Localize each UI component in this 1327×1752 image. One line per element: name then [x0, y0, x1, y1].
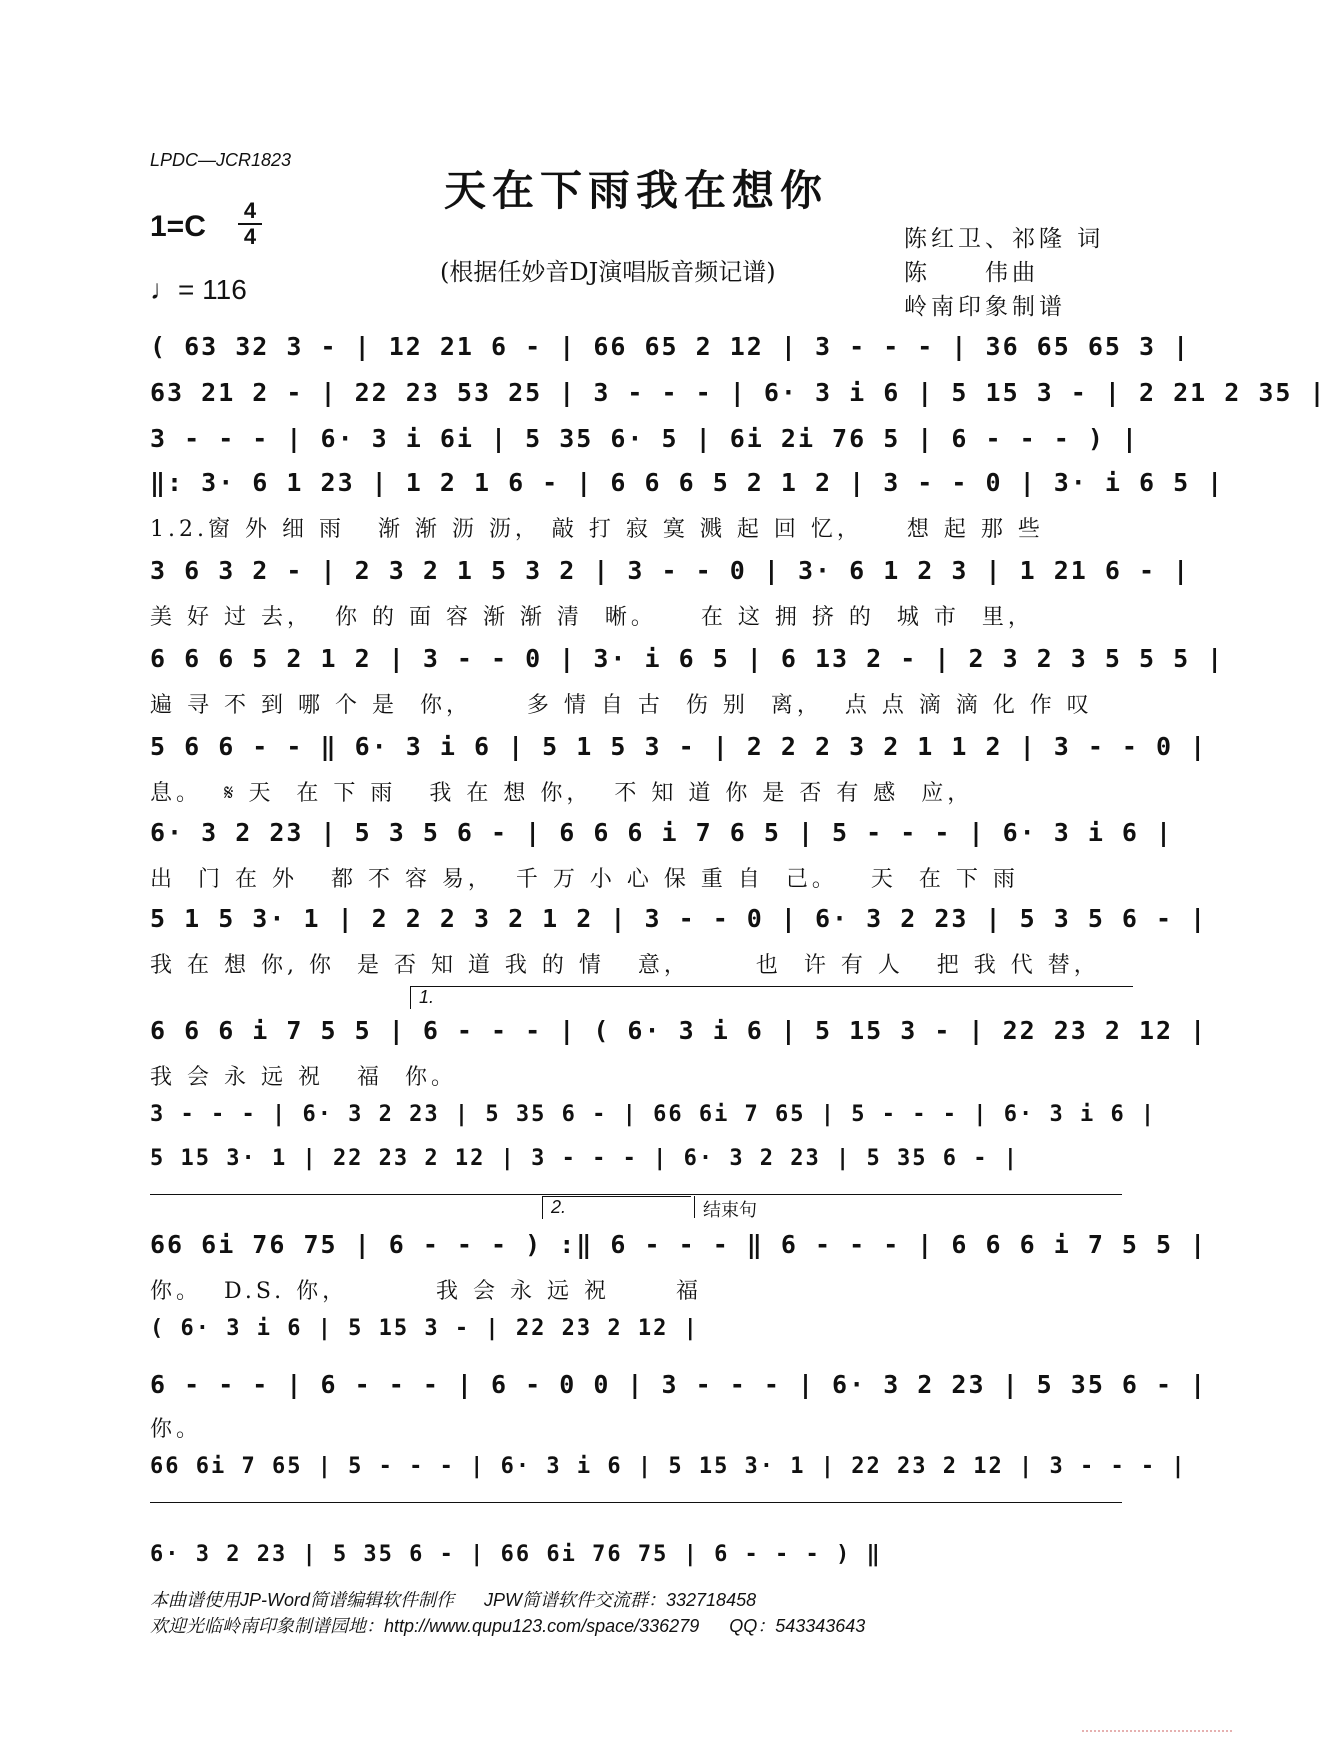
lyric-line: 你。: [150, 1417, 203, 1442]
score-row: 6 6 6 i 7 5 5 | 6 - - - | ( 6· 3 i 6 | 5 15 3 - | 22 23 2 12 |: [150, 1016, 1208, 1045]
watermark-dots: [1082, 1730, 1232, 1738]
coda-label: 结束句: [703, 1200, 757, 1220]
system-line: [150, 1502, 1122, 1503]
credit-arranger: 岭南印象制谱: [904, 294, 1066, 320]
score-row: 3 - - - | 6· 3 2 23 | 5 35 6 - | 66 6i 7 65 | 5 - - - | 6· 3 i 6 |: [150, 1102, 1157, 1127]
credit-lyricist: 陈红卫、祁隆 词: [904, 226, 1105, 252]
footer-line-1: 本曲谱使用JP-Word简谱编辑软件制作 JPW简谱软件交流群：332718458: [150, 1590, 757, 1610]
lyric-line: 出 门 在 外 都 不 容 易， 千 万 小 心 保 重 自 己。 天 在 下 雨: [150, 867, 1019, 892]
coda-section: [694, 1196, 823, 1218]
score-row: 5 15 3· 1 | 22 23 2 12 | 3 - - - | 6· 3 2 23 | 5 35 6 - |: [150, 1146, 1019, 1171]
score-row: 3 - - - | 6· 3 i 6i | 5 35 6· 5 | 6i 2i 76 5 | 6 - - - ) |: [150, 424, 1139, 453]
lyric-line: 我 会 永 远 祝 福 你。: [150, 1065, 457, 1090]
score-row: ( 6· 3 i 6 | 5 15 3 - | 22 23 2 12 |: [150, 1316, 699, 1341]
credit-composer: 陈 伟曲: [904, 260, 1039, 286]
score-row: 66 6i 76 75 | 6 - - - ) :‖ 6 - - - ‖ 6 - - - | 6 6 6 i 7 5 5 |: [150, 1230, 1208, 1259]
volta-bracket-2: [542, 1196, 691, 1219]
song-title: 天在下雨我在想你: [443, 166, 828, 215]
volta-1-label: 1.: [419, 987, 435, 1007]
lyric-line: 我 在 想 你, 你 是 否 知 道 我 的 情 意， 也 许 有 人 把 我 代 替，: [150, 953, 1100, 978]
catalog-id: LPDC—JCR1823: [150, 150, 292, 170]
footer-line-2: 欢迎光临岭南印象制谱园地：http://www.qupu123.com/space/336279 QQ：543343643: [150, 1616, 866, 1636]
subtitle: (根据任妙音DJ演唱版音频记谱): [440, 258, 776, 286]
volta-bracket-1: [410, 986, 1133, 1009]
score-row: 63 21 2 - | 22 23 53 25 | 3 - - - | 6· 3 i 6 | 5 15 3 - | 2 21 2 35 |: [150, 378, 1327, 407]
tempo-marking: ♩= 116: [150, 274, 247, 305]
score-row: 6 - - - | 6 - - - | 6 - 0 0 | 3 - - - | 6· 3 2 23 | 5 35 6 - |: [150, 1370, 1208, 1399]
key-signature: 1=C: [150, 210, 206, 243]
score-row: 6· 3 2 23 | 5 3 5 6 - | 6 6 6 i 7 6 5 | 5 - - - | 6· 3 i 6 |: [150, 818, 1174, 847]
lyric-line: 美 好 过 去， 你 的 面 容 渐 渐 清 晰。 在 这 拥 挤 的 城 市 里，: [150, 605, 1034, 630]
score-row: 66 6i 7 65 | 5 - - - | 6· 3 i 6 | 5 15 3· 1 | 22 23 2 12 | 3 - - - |: [150, 1454, 1187, 1479]
score-row: 6 6 6 5 2 1 2 | 3 - - 0 | 3· i 6 5 | 6 13 2 - | 2 3 2 3 5 5 5 |: [150, 644, 1225, 673]
lyric-line: 遍 寻 不 到 哪 个 是 你， 多 情 自 古 伤 别 离， 点 点 滴 滴 化 作 叹: [150, 693, 1093, 718]
score-row: 5 6 6 - - ‖ 6· 3 i 6 | 5 1 5 3 - | 2 2 2 3 2 1 1 2 | 3 - - 0 |: [150, 732, 1208, 761]
score-row: 3 6 3 2 - | 2 3 2 1 5 3 2 | 3 - - 0 | 3· 6 1 2 3 | 1 21 6 - |: [150, 556, 1191, 585]
volta-continuation-line: [150, 1194, 1122, 1195]
volta-2-label: 2.: [551, 1197, 567, 1217]
time-signature: [238, 200, 262, 248]
meter-bottom: 4: [243, 224, 257, 249]
lyric-line: 息。 𝄋 天 在 下 雨 我 在 想 你， 不 知 道 你 是 否 有 感 应，: [150, 781, 974, 806]
score-row: ‖: 3· 6 1 23 | 1 2 1 6 - | 6 6 6 5 2 1 2 | 3 - - 0 | 3· i 6 5 |: [150, 468, 1225, 497]
score-row: ( 63 32 3 - | 12 21 6 - | 66 65 2 12 | 3 - - - | 36 65 65 3 |: [150, 332, 1191, 361]
lyric-line: 1.2.窗 外 细 雨 渐 渐 沥 沥， 敲 打 寂 寞 溅 起 回 忆， 想 起 那 些: [150, 517, 1044, 542]
score-row: 5 1 5 3· 1 | 2 2 2 3 2 1 2 | 3 - - 0 | 6· 3 2 23 | 5 3 5 6 - |: [150, 904, 1208, 933]
meter-top: 4: [243, 198, 257, 223]
score-row: 6· 3 2 23 | 5 35 6 - | 66 6i 76 75 | 6 - - - ) ‖: [150, 1542, 882, 1567]
lyric-line: 你。 D.S. 你， 我 会 永 远 祝 福: [150, 1279, 702, 1304]
